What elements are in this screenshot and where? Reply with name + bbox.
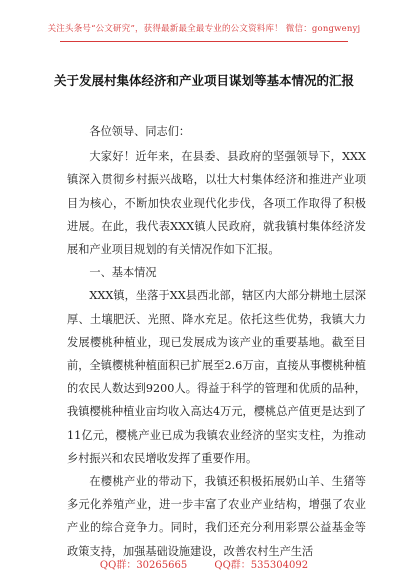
qq-group-2: QQ群：535304092 (214, 560, 309, 571)
promo-banner: 关注头条号“公文研究”，获得最新最全最专业的公文资料库！ 微信：gongwenyj (47, 24, 361, 34)
body-paragraph: 大家好！近年来，在县委、县政府的坚强领导下，XXX镇深入贯彻乡村振兴战略，以壮大村集体经济和推进产业项目为核心，不断加快农业现代化步伐，各项工作取得了积极进展。在此，我代表XXX镇人民政府，就我镇村集体经济发展和产业项目规划的有关情况作如下汇报。 (67, 150, 366, 257)
banner-divider (60, 41, 348, 42)
footer (0, 556, 408, 571)
salutation: 各位领导、同志们： (89, 125, 191, 138)
document-title: 关于发展村集体经济和产业项目谋划等基本情况的汇报 (53, 73, 354, 88)
section-heading: 一、基本情况 (89, 266, 157, 280)
body-paragraph: XXX镇，坐落于XX县西北部，辖区内大部分耕地土层深厚、土壤肥沃、光照、降水充足。依托这些优势，我镇大力发展樱桃种植业，现已发展成为该产业的重要基地。截至目前，全镇樱桃种植面积已扩展至2.6万亩，直接从事樱桃种植的农民人数达到9200人。得益于科学的管理和优质的品种，我镇樱桃种植业亩均收入高达4万元，樱桃总产值更是达到了11亿元，樱桃产业已成为我镇农业经济的坚实支柱，为推动乡村振兴和农民增收发挥了重要作用。 (67, 289, 366, 465)
document-body (67, 120, 366, 563)
qq-group-1: QQ群：30265665 (99, 560, 188, 571)
body-paragraph: 在樱桃产业的带动下，我镇还积极拓展奶山羊、生猪等多元化养殖产业，进一步丰富了农业产业结构，增强了农业产业的综合竞争力。同时，我们还充分利用彩票公益基金等政策支持，加强基础设施建设，改善农村生产生活 (67, 475, 366, 558)
